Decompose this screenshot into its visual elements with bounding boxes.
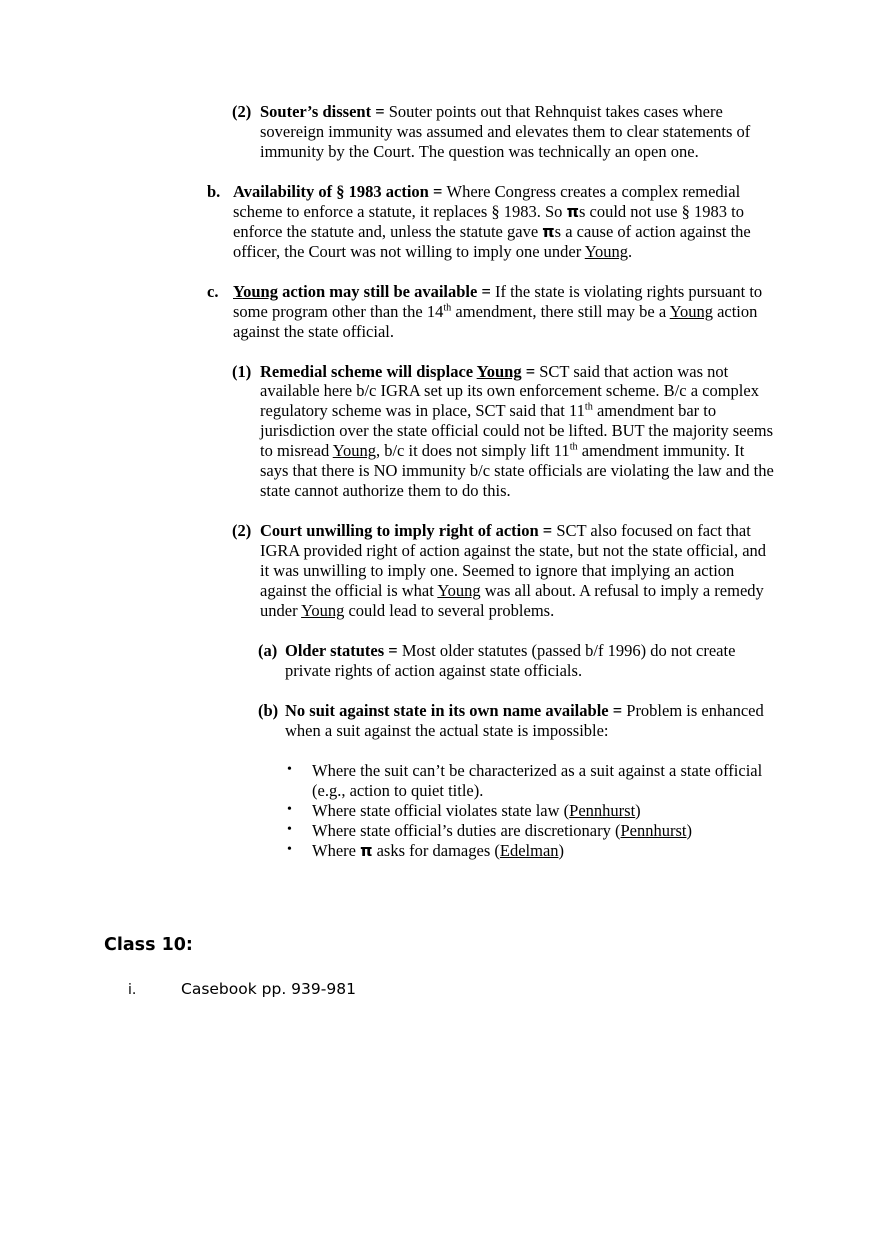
bullet-text: Where π asks for damages (Edelman) — [312, 840, 565, 860]
bullet-icon: • — [287, 801, 292, 817]
outline-label: (a) — [258, 640, 278, 660]
plaintiff-symbol: π — [542, 221, 555, 241]
bullet-text: Where state official’s duties are discretionary (Pennhurst) — [312, 820, 692, 840]
outline-item-older-statutes — [258, 641, 776, 681]
outline-item-availability-1983 — [207, 182, 776, 262]
casebook-row — [128, 980, 776, 999]
outline-item-no-suit-against-state — [258, 701, 776, 741]
outline-item-souters-dissent — [232, 102, 776, 162]
outline-label: (2) — [232, 102, 252, 121]
outline-label: (2) — [232, 521, 252, 541]
outline-text: Souter’s dissent = Souter points out that Rehnquist takes cases where sovereign immunity was assumed and elevates them to clear statements of immunity by the Court. The question was technically an open one. — [260, 102, 751, 161]
outline-text: Young action may still be available = If the state is violating rights pursuant to some program other than the 14th amendment, there still may be a Young action against the state official. — [233, 281, 763, 341]
outline-text: Remedial scheme will displace Young = SCT said that action was not available here b/c IGRA set up its own enforcement scheme. B/c a complex regulatory scheme was in place, SCT said that 11th amendment bar to jurisdiction over the state official could not be lifted. BUT the majority seems to misread Young, b/c it does not simply lift 11th amendment immunity. It says that there is NO immunity b/c state officials are violating the law and the state cannot authorize them to do this. — [260, 361, 774, 501]
bullet-icon: • — [287, 841, 292, 857]
bullet-list — [287, 761, 776, 861]
outline-label: c. — [207, 281, 219, 301]
list-item — [287, 761, 776, 801]
outline-text: Older statutes = Most older statutes (passed b/f 1996) do not create private rights of action against state officials. — [285, 640, 736, 680]
casebook-text: Casebook pp. 939-981 — [181, 979, 356, 998]
outline-text: Availability of § 1983 action = Where Congress creates a complex remedial scheme to enforce a statute, it replaces § 1983. So πs could not use § 1983 to enforce the statute and, unless the statute gave πs a cause of action against the officer, the Court was not willing to imply one under Young. — [233, 181, 751, 261]
list-marker: i. — [128, 981, 137, 998]
outline-item-remedial-scheme — [232, 362, 776, 502]
outline-item-court-unwilling — [232, 521, 776, 621]
class-heading: Class 10: — [104, 934, 193, 955]
list-item — [287, 801, 776, 821]
list-item — [287, 821, 776, 841]
plaintiff-symbol: π — [360, 840, 373, 860]
bullet-text: Where state official violates state law (Pennhurst) — [312, 800, 641, 820]
list-item — [287, 841, 776, 861]
bullet-icon: • — [287, 821, 292, 837]
outline-item-young-still-available — [207, 282, 776, 342]
plaintiff-symbol: π — [566, 201, 579, 221]
outline-text: No suit against state in its own name available = Problem is enhanced when a suit against the actual state is impossible: — [285, 700, 764, 740]
bullet-icon: • — [287, 761, 292, 777]
outline-label: (1) — [232, 361, 252, 381]
outline-label: (b) — [258, 700, 279, 720]
outline-label: b. — [207, 181, 221, 201]
bullet-text: Where the suit can’t be characterized as a suit against a state official (e.g., action to quiet title). — [312, 760, 763, 800]
outline-text: Court unwilling to imply right of action = SCT also focused on fact that IGRA provided right of action against the state, but not the state official, and it was unwilling to imply one. Seemed to ignore that implying an action against the official is what Young was all about. A refusal to imply a remedy under Young could lead to several problems. — [260, 521, 767, 621]
